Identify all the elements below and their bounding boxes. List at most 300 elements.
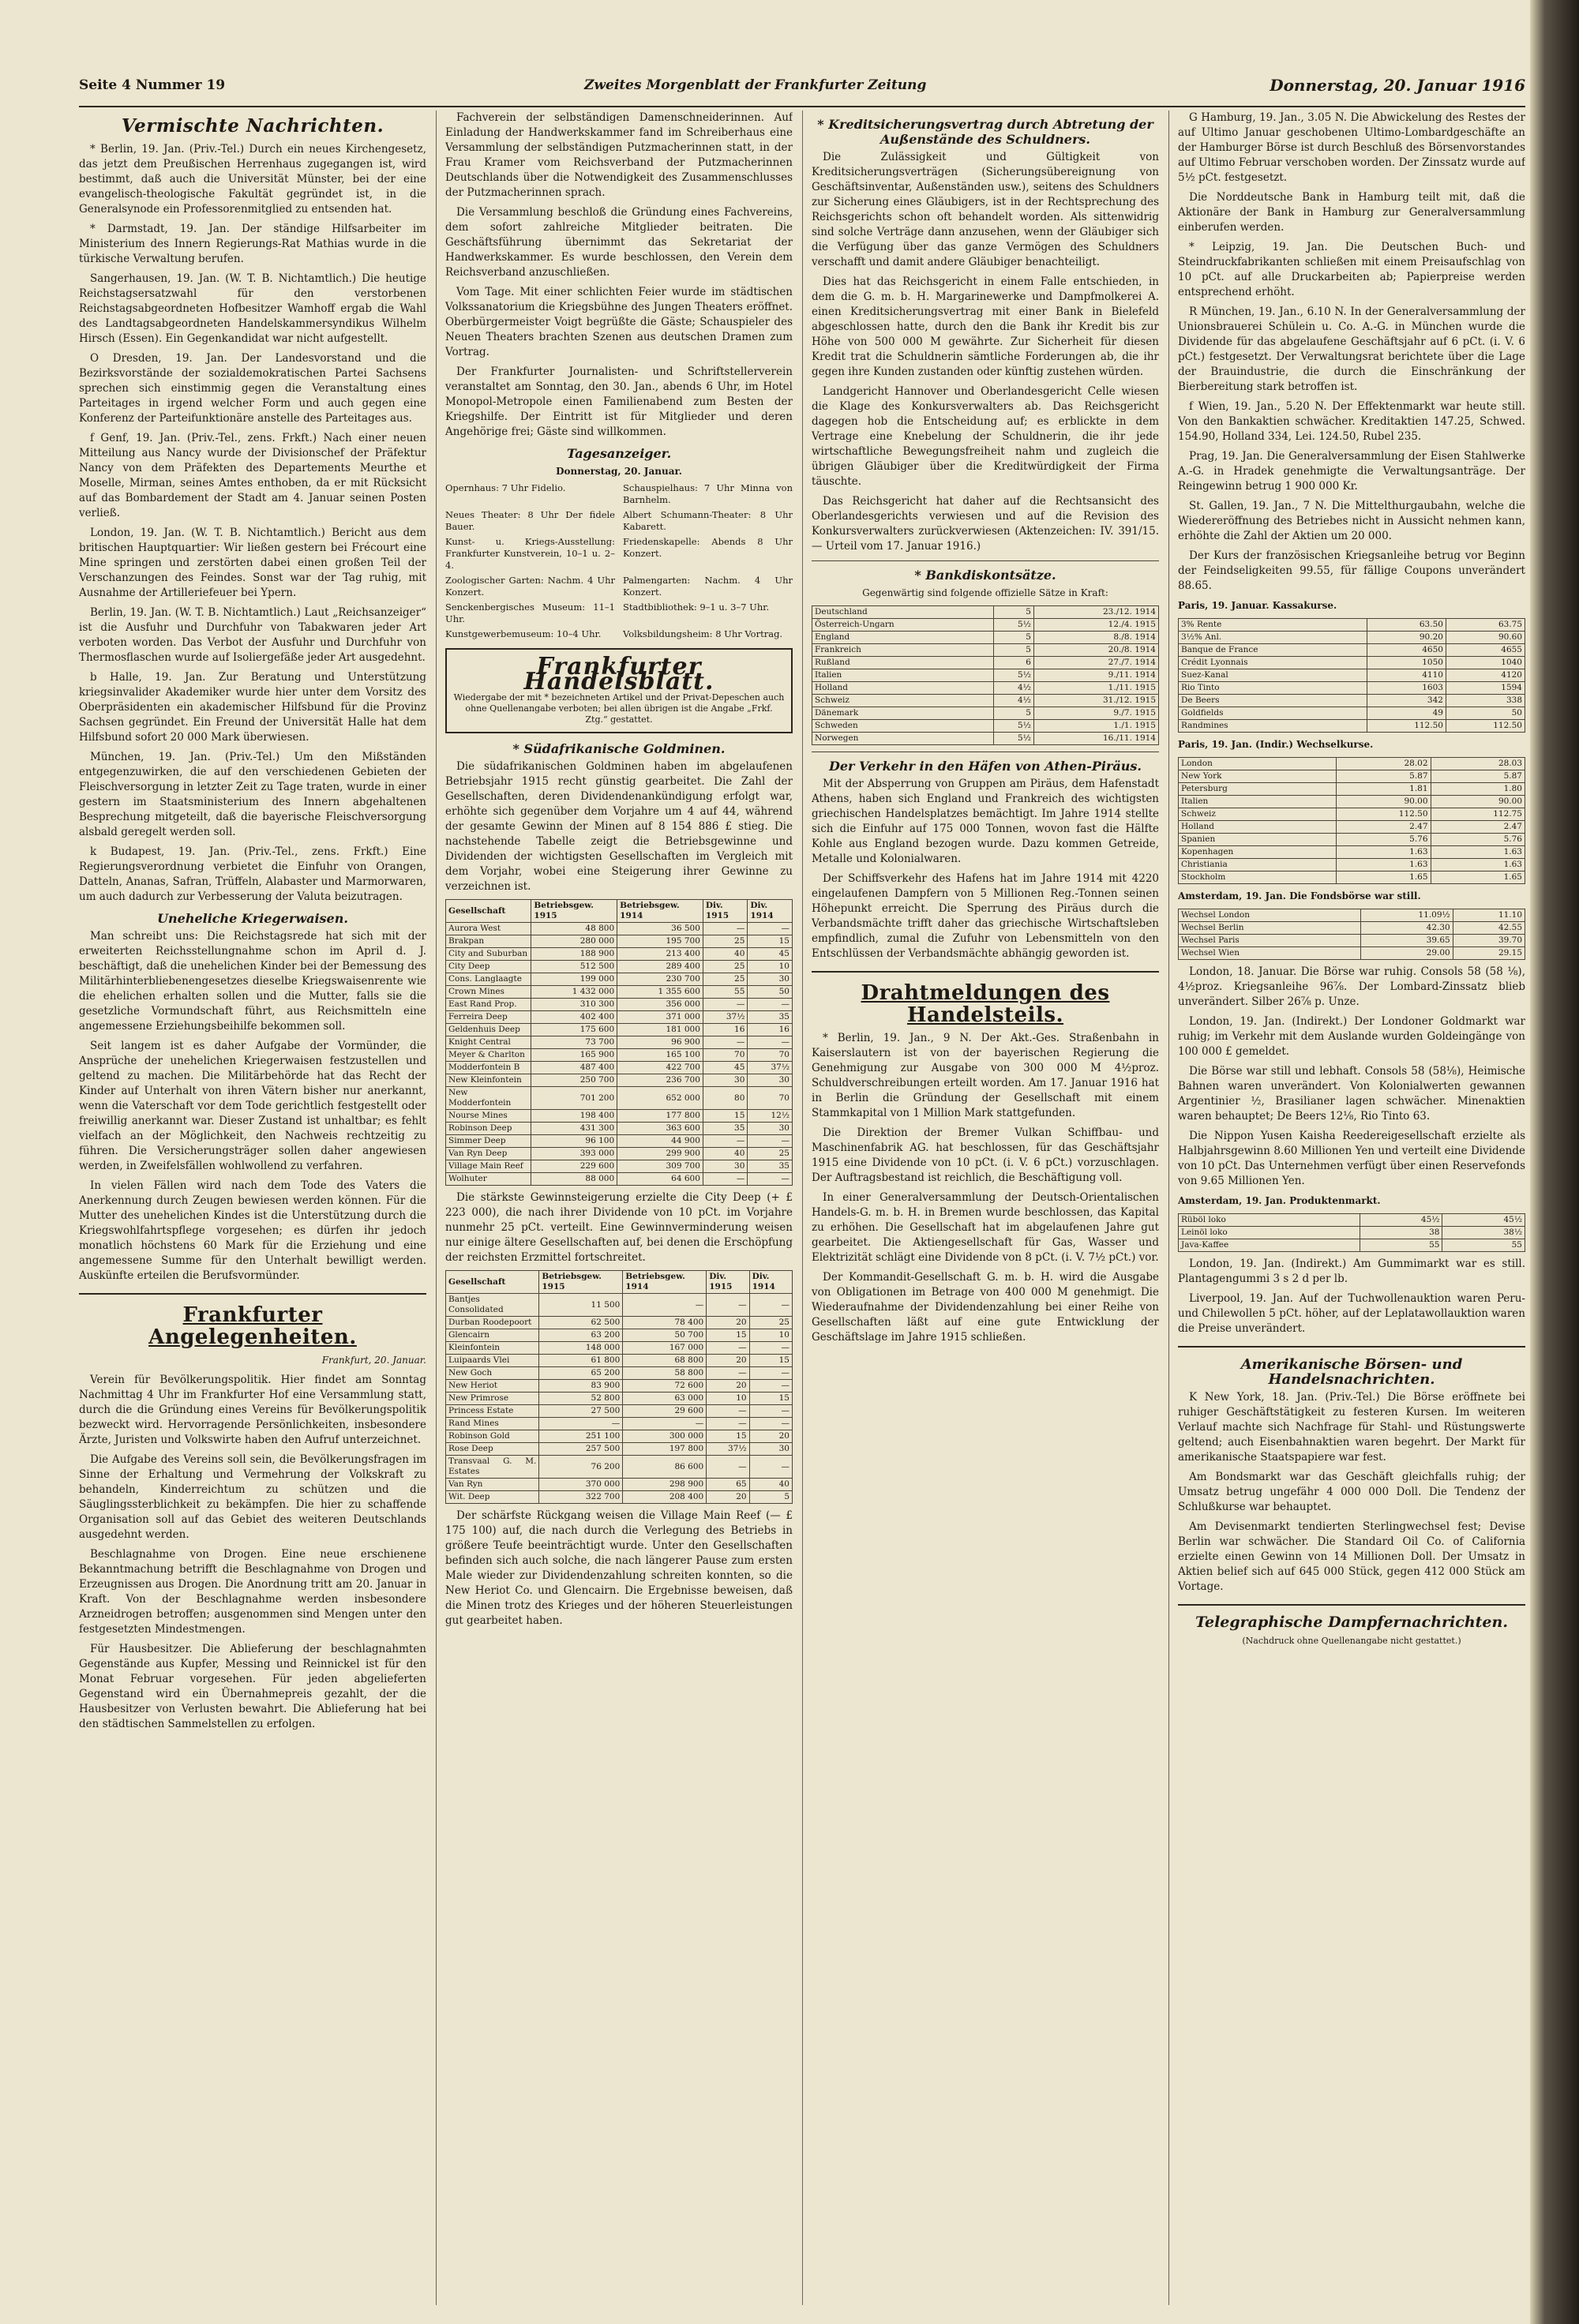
- table-cell: 25: [703, 973, 748, 986]
- article-paragraph: Das Reichsgericht hat daher auf die Rechtsansicht des Oberlandesgerichts verwiesen und auf die Revision des Konkursverwalters zurückverwiesen (Aktenzeichen: IV. 391/15. — Urteil vom 17. Januar 1916.): [812, 495, 1159, 553]
- table-cell: 5.76: [1337, 834, 1431, 846]
- table-cell: 229 600: [531, 1160, 617, 1173]
- article-paragraph: Für Hausbesitzer. Die Ablieferung der beschlagnahmten Gegenstände aus Kupfer, Messing und Reinnickel ist für den Monat Februar vorgesehen. Für jeden abgelieferten Gegenstand wird ein Übernahmepreis gezahlt, der die Hausbesitzer von Verlusten bewahrt. Die Ablieferung hat bei den städtischen Sammelstellen zu erfolgen.: [79, 1643, 426, 1730]
- table-cell: 2.47: [1337, 821, 1431, 834]
- table-cell: England: [812, 632, 994, 644]
- table-cell: 9./11. 1914: [1033, 669, 1158, 682]
- table-cell: 50: [748, 986, 793, 999]
- table-header-row: [446, 1271, 793, 1294]
- table-cell: —: [749, 1418, 792, 1430]
- article-paragraph: Die Börse war still und lebhaft. Consols 58 (58⅛), Heimische Bahnen waren unverändert. Von Kolonialwerten gewannen Argentinier ½, Brasilianer lagen schwächer. Minenaktien waren behauptet; De Beers 12⅛, Rio Tinto 63.: [1178, 1065, 1525, 1123]
- table-cell: Leinöl loko: [1179, 1227, 1360, 1239]
- table-cell: Rand Mines: [446, 1418, 539, 1430]
- table-cell: 80: [703, 1087, 748, 1110]
- table-row: [1179, 758, 1525, 770]
- table-cell: 3½% Anl.: [1179, 632, 1367, 644]
- article-paragraph: Die Direktion der Bremer Vulkan Schiffbau- und Maschinenfabrik AG. hat beschlossen, für das Geschäftsjahr 1915 eine Dividende von 10 pCt. (i. V. 6 pCt.) vorzuschlagen. Der Auftragsbestand ist reichlich, die Beschäftigung voll.: [812, 1126, 1159, 1184]
- article-paragraph: London, 19. Jan. (W. T. B. Nichtamtlich.) Bericht aus dem britischen Hauptquartier: Wir ließen gestern bei Frécourt eine Mine springen und zerstörten dabei einen großen Teil der Verschanzungen des Feindes. Sonst war der Tag ruhig, mit Ausnahme der Artilleriefeuer bei Ypern.: [79, 527, 426, 599]
- table-cell: —: [749, 1367, 792, 1380]
- table-row: [1179, 632, 1525, 644]
- table-cell: City and Suburban: [446, 948, 531, 961]
- agenda-item: Neues Theater: 8 Uhr Der fidele Bauer.: [445, 509, 615, 532]
- table-row: [1179, 644, 1525, 657]
- table-cell: 38½: [1442, 1227, 1525, 1239]
- table-cell: 86 600: [623, 1456, 707, 1479]
- table-cell: 1.63: [1337, 846, 1431, 859]
- table-cell: 1.63: [1337, 859, 1431, 872]
- table-cell: 5½: [993, 669, 1033, 682]
- article-paragraph: * Berlin, 19. Jan., 9 N. Der Akt.-Ges. Straßenbahn in Kaiserslautern ist von der bayerischen Regierung die Genehmigung zur Ausgabe von 300 000 M 4½proz. Schuldverschreibungen erteilt worden. Am 17. Januar 1916 hat in Berlin die Gründung der Gesellschaft mit einem Stammkapital von 1 Million Mark stattgefunden.: [812, 1032, 1159, 1119]
- table-cell: —: [539, 1418, 623, 1430]
- table-cell: —: [703, 1135, 748, 1148]
- table-cell: 370 000: [539, 1479, 623, 1491]
- table-header-cell: Div. 1914: [749, 1271, 792, 1294]
- table-cell: 5: [993, 632, 1033, 644]
- table-row: [1179, 695, 1525, 707]
- section-divider: [812, 560, 1159, 561]
- table-header-cell: Div. 1915: [707, 1271, 749, 1294]
- agenda-item: Friedenskapelle: Abends 8 Uhr Konzert.: [623, 536, 793, 559]
- table-row: [1179, 922, 1525, 935]
- table-row: [446, 1123, 793, 1135]
- table-cell: 25: [748, 1148, 793, 1160]
- table-cell: 40: [703, 948, 748, 961]
- table-cell: 1 432 000: [531, 986, 617, 999]
- table-cell: 37½: [703, 1011, 748, 1024]
- table-cell: 165 900: [531, 1049, 617, 1062]
- table-cell: 37½: [748, 1062, 793, 1074]
- table-cell: 11 500: [539, 1294, 623, 1317]
- article-paragraph: London, 18. Januar. Die Börse war ruhig. Consols 58 (58 ⅛), 4½proz. Kriegsanleihe 96⅞. Der Lombard-Zinssatz blieb unverändert. Silber 26⅞ p. Unze.: [1178, 965, 1525, 1008]
- table-cell: Deutschland: [812, 606, 994, 619]
- table-cell: 10: [748, 961, 793, 973]
- table-cell: 55: [1442, 1239, 1525, 1252]
- table-cell: 701 200: [531, 1087, 617, 1110]
- diskont-subtitle: Gegenwärtig sind folgende offizielle Sätze in Kraft:: [862, 587, 1108, 598]
- article-paragraph: Dies hat das Reichsgericht in einem Falle entschieden, in dem die G. m. b. H. Margarinewerke und Dampfmolkerei A. einen Kreditsicherungsvertrag mit einer Bank in Bielefeld abgeschlossen hatte, durch den die Bank ihr Kredit bis zur Höhe von 500 000 M gewährte. Zur Sicherheit für diesen Kredit trat die Schuldnerin sämtliche Forderungen ab, die ihr gegen ihre Kunden zustanden oder künftig zustehen würden.: [812, 276, 1159, 378]
- table-cell: 1050: [1367, 657, 1446, 669]
- paris-kassakurse-title: Paris, 19. Januar. Kassakurse.: [1178, 600, 1337, 611]
- table-cell: 20: [749, 1430, 792, 1443]
- table-cell: 35: [748, 1011, 793, 1024]
- table-cell: 45: [703, 1062, 748, 1074]
- table-cell: 4655: [1446, 644, 1525, 657]
- table-cell: Christiania: [1179, 859, 1337, 872]
- table-cell: 195 700: [617, 935, 703, 948]
- table-cell: Simmer Deep: [446, 1135, 531, 1148]
- table-cell: Brakpan: [446, 935, 531, 948]
- table-cell: Wechsel London: [1179, 909, 1361, 922]
- table-cell: Glencairn: [446, 1329, 539, 1342]
- goldminen-table-2: [445, 1270, 793, 1504]
- table-cell: 5.87: [1337, 770, 1431, 783]
- table-cell: 10: [749, 1329, 792, 1342]
- table-cell: 177 800: [617, 1110, 703, 1123]
- section-divider: [1178, 1604, 1525, 1606]
- table-cell: Aurora West: [446, 923, 531, 935]
- table-cell: 83 900: [539, 1380, 623, 1393]
- table-cell: Princess Estate: [446, 1405, 539, 1418]
- table-cell: 23./12. 1914: [1033, 606, 1158, 619]
- table-cell: 165 100: [617, 1049, 703, 1062]
- table-cell: —: [749, 1456, 792, 1479]
- table-cell: 49: [1367, 707, 1446, 720]
- table-cell: Kopenhagen: [1179, 846, 1337, 859]
- table-cell: —: [748, 923, 793, 935]
- table-row: [812, 733, 1159, 745]
- column-rule: [436, 111, 437, 2305]
- table-cell: 309 700: [617, 1160, 703, 1173]
- table-cell: Luipaards Vlei: [446, 1355, 539, 1367]
- table-row: [446, 1135, 793, 1148]
- table-cell: 16./11. 1914: [1033, 733, 1158, 745]
- table-cell: 310 300: [531, 999, 617, 1011]
- table-cell: —: [703, 999, 748, 1011]
- table-cell: 1 355 600: [617, 986, 703, 999]
- table-cell: 45½: [1360, 1214, 1442, 1227]
- table-cell: New Goch: [446, 1367, 539, 1380]
- table-cell: 208 400: [623, 1491, 707, 1504]
- table-cell: 4120: [1446, 669, 1525, 682]
- table-cell: Spanien: [1179, 834, 1337, 846]
- table-row: [812, 644, 1159, 657]
- table-cell: 27 500: [539, 1405, 623, 1418]
- table-cell: Stockholm: [1179, 872, 1337, 884]
- table-cell: 39.70: [1453, 935, 1525, 947]
- table-cell: Wechsel Paris: [1179, 935, 1361, 947]
- issue-date: Donnerstag, 20. Januar 1916: [1270, 76, 1525, 95]
- table-cell: Italien: [812, 669, 994, 682]
- table-row: [446, 1110, 793, 1123]
- article-paragraph: Die Aufgabe des Vereins soll sein, die Bevölkerungsfragen im Sinne der Erhaltung und Vermehrung der Volkskraft zu behandeln, Kinderreichtum zu schützen und die Säuglingssterblichkeit zu bekämpfen. Die hier zu schaffende Organisation soll auf das Gebiet des weiteren Deutschlands ausgedehnt werden.: [79, 1453, 426, 1541]
- column-rule: [1168, 111, 1169, 2305]
- table-cell: 213 400: [617, 948, 703, 961]
- table-cell: Wolhuter: [446, 1173, 531, 1186]
- table-cell: 299 900: [617, 1148, 703, 1160]
- article-paragraph: f Wien, 19. Jan., 5.20 N. Der Effektenmarkt war heute still. Von den Bankaktien schwächer. Kreditaktien 147.25, Schwed. 154.90, Holland 334, Lei. 124.50, Rubel 235.: [1178, 400, 1525, 443]
- table-row: [812, 657, 1159, 669]
- article-paragraph: Der schärfste Rückgang weisen die Village Main Reef (— £ 175 100) auf, die nach durch die Verlegung des Betriebs in größere Teufe beeinträchtigt wurde. Unter den Gesellschaften befinden sich auch solche, die nach längerer Pause zum ersten Male wieder zur Dividendenzahlung schreiten konnten, so die New Heriot Co. und Glencairn. Die Ergebnisse beweisen, daß die Minen trotz des Krieges und der höheren Steuerleistungen gut gearbeitet haben.: [445, 1509, 793, 1627]
- table-row: [1179, 859, 1525, 872]
- table-row: [446, 948, 793, 961]
- section-divider: [1178, 1346, 1525, 1348]
- table-cell: 68 800: [623, 1355, 707, 1367]
- table-cell: —: [749, 1294, 792, 1317]
- agenda-item: Kunst- u. Kriegs-Ausstellung: Frankfurter Kunstverein, 10–1 u. 2–4.: [445, 536, 615, 571]
- table-row: [446, 1418, 793, 1430]
- article-paragraph: Man schreibt uns: Die Reichstagsrede hat sich mit der erweiterten Reichsstellungnahme schon im April d. J. beschäftigt, daß die unehelichen Kinder bei der Bemessung des Militärhinterbliebenengesetzes dieselbe Kriegswaisenrente wie die ehelichen erhalten sollen und die Mutter, falls sie die gesetzliche Vormundschaft führt, aus Reichsmitteln eine angemessene Erziehungsbeihilfe bekommen soll.: [79, 930, 426, 1033]
- table-row: [1179, 1239, 1525, 1252]
- section-title-vermischte: Vermischte Nachrichten.: [121, 115, 384, 137]
- table-cell: 62 500: [539, 1317, 623, 1329]
- table-header-cell: Div. 1915: [703, 900, 748, 923]
- table-cell: 63.50: [1367, 619, 1446, 632]
- table-cell: Banque de France: [1179, 644, 1367, 657]
- table-cell: Dänemark: [812, 707, 994, 720]
- column-4: [1178, 111, 1525, 2305]
- table-row: [446, 973, 793, 986]
- table-cell: —: [748, 999, 793, 1011]
- table-cell: 4650: [1367, 644, 1446, 657]
- table-cell: 338: [1446, 695, 1525, 707]
- table-cell: 15: [749, 1355, 792, 1367]
- table-cell: Frankreich: [812, 644, 994, 657]
- table-cell: 1594: [1446, 682, 1525, 695]
- table-cell: 73 700: [531, 1036, 617, 1049]
- table-row: [1179, 707, 1525, 720]
- article-paragraph: Am Devisenmarkt tendierten Sterlingwechsel fest; Devise Berlin war schwächer. Die Standard Oil Co. of California erzielte einen Gewinn von 14 Millionen Doll. Der Umsatz in Aktien belief sich auf 645 000 Stück, gegen 412 000 Stück am Vortage.: [1178, 1520, 1525, 1593]
- table-cell: —: [703, 1173, 748, 1186]
- table-row: [446, 923, 793, 935]
- table-cell: 257 500: [539, 1443, 623, 1456]
- table-row: [812, 606, 1159, 619]
- table-cell: 70: [703, 1049, 748, 1062]
- table-cell: 96 900: [617, 1036, 703, 1049]
- table-cell: Norwegen: [812, 733, 994, 745]
- table-cell: Italien: [1179, 796, 1337, 808]
- article-paragraph: Beschlagnahme von Drogen. Eine neue erschienene Bekanntmachung betrifft die Beschlagnahme von Drogen und Erzeugnissen aus Drogen. Die Anordnung tritt am 20. Januar in Kraft. Von der Beschlagnahme werden insbesondere Arzneidrogen betroffen; ausgenommen sind Mengen unter den festgesetzten Mindestmengen.: [79, 1548, 426, 1636]
- table-cell: Java-Kaffee: [1179, 1239, 1360, 1252]
- table-cell: 342: [1367, 695, 1446, 707]
- table-cell: 167 000: [623, 1342, 707, 1355]
- table-cell: Van Ryn: [446, 1479, 539, 1491]
- table-cell: Holland: [812, 682, 994, 695]
- dampfer-notice: (Nachdruck ohne Quellenangabe nicht gestattet.): [1242, 1636, 1461, 1646]
- agenda-item: Senckenbergisches Museum: 11–1 Uhr.: [445, 602, 615, 624]
- article-title-diskont: * Bankdiskontsätze.: [914, 568, 1056, 583]
- table-cell: 10: [707, 1393, 749, 1405]
- article-paragraph: Mit der Absperrung von Gruppen am Piräus, dem Hafenstadt Athens, haben sich England und Frankreich des wichtigsten griechischen Handelsplatzes bemächtigt. Im Jahre 1914 stellte sich die Einfuhr auf 175 000 Tonnen, wovon fast die Hälfte Kohle aus England bezogen wurde. Dazu kommen Getreide, Metalle und Kolonialwaren.: [812, 778, 1159, 865]
- table-row: [1179, 669, 1525, 682]
- agenda-item: Albert Schumann-Theater: 8 Uhr Kabarett.: [623, 509, 793, 532]
- table-cell: 90.00: [1337, 796, 1431, 808]
- table-cell: 1.65: [1431, 872, 1525, 884]
- table-cell: Rio Tinto: [1179, 682, 1367, 695]
- diskont-table: [812, 605, 1159, 745]
- table-cell: 236 700: [617, 1074, 703, 1087]
- table-header-row: [446, 900, 793, 923]
- table-cell: 45: [748, 948, 793, 961]
- table-row: [446, 1148, 793, 1160]
- table-row: [446, 935, 793, 948]
- table-cell: —: [707, 1294, 749, 1317]
- table-header-cell: Div. 1914: [748, 900, 793, 923]
- article-paragraph: K New York, 18. Jan. (Priv.-Tel.) Die Börse eröffnete bei ruhiger Geschäftstätigkeit zu festeren Kursen. Im weiteren Verlauf machte sich Nachfrage für Stahl- und Rüstungswerte geltend; auch Eisenbahnaktien waren begehrt. Der Markt für amerikanische Staatspapiere war fest.: [1178, 1391, 1525, 1464]
- table-cell: 1./11. 1915: [1033, 682, 1158, 695]
- table-cell: —: [749, 1342, 792, 1355]
- article-paragraph: Prag, 19. Jan. Die Generalversammlung der Eisen Stahlwerke A.-G. in Hradek genehmigte die Verwaltungsanträge. Der Reingewinn betrug 1 900 000 Kr.: [1178, 450, 1525, 493]
- table-cell: 12½: [748, 1110, 793, 1123]
- table-cell: New Kleinfontein: [446, 1074, 531, 1087]
- table-cell: 393 000: [531, 1148, 617, 1160]
- dateline: Frankfurt, 20. Januar.: [321, 1355, 426, 1366]
- table-cell: 250 700: [531, 1074, 617, 1087]
- table-cell: 5: [749, 1491, 792, 1504]
- table-row: [446, 1011, 793, 1024]
- section-divider: [812, 971, 1159, 973]
- table-row: [1179, 808, 1525, 821]
- handelsblatt-title: Frankfurter Handelsblatt.: [523, 653, 714, 695]
- agenda-date: Donnerstag, 20. Januar.: [556, 466, 682, 477]
- table-cell: 1.80: [1431, 783, 1525, 796]
- table-cell: 5: [993, 707, 1033, 720]
- table-cell: 15: [749, 1393, 792, 1405]
- article-paragraph: k Budapest, 19. Jan. (Priv.-Tel., zens. Frkft.) Eine Regierungsverordnung verbietet die Einfuhr von Orangen, Datteln, Ananas, Safran, Trüffeln, Alabaster und Marmorwaren, um auch dadurch zur Verbesserung der Valuta beizutragen.: [79, 845, 426, 903]
- table-cell: 63 000: [623, 1393, 707, 1405]
- table-cell: De Beers: [1179, 695, 1367, 707]
- table-cell: Kleinfontein: [446, 1342, 539, 1355]
- table-cell: 45½: [1442, 1214, 1525, 1227]
- table-cell: 5½: [993, 733, 1033, 745]
- table-cell: 37½: [707, 1443, 749, 1456]
- table-cell: —: [707, 1342, 749, 1355]
- table-cell: Knight Central: [446, 1036, 531, 1049]
- table-row: [446, 1491, 793, 1504]
- table-cell: 28.03: [1431, 758, 1525, 770]
- table-cell: 1603: [1367, 682, 1446, 695]
- table-cell: 198 400: [531, 1110, 617, 1123]
- table-row: [812, 632, 1159, 644]
- table-cell: 25: [703, 961, 748, 973]
- table-cell: Transvaal G. M. Estates: [446, 1456, 539, 1479]
- table-cell: 652 000: [617, 1087, 703, 1110]
- article-paragraph: Die Norddeutsche Bank in Hamburg teilt mit, daß die Aktionäre der Bank in Hamburg zur Generalversammlung einberufen werden.: [1178, 191, 1525, 234]
- table-cell: Wechsel Wien: [1179, 947, 1361, 960]
- table-cell: Suez-Kanal: [1179, 669, 1367, 682]
- goldminen-table-1: [445, 899, 793, 1186]
- section-title-drahtmeldungen: Drahtmeldungen des Handelsteils.: [861, 981, 1110, 1027]
- article-paragraph: Berlin, 19. Jan. (W. T. B. Nichtamtlich.) Laut „Reichsanzeiger“ ist die Ausfuhr und Durchfuhr von Tabakwaren jeder Art verboten worden. Das Verbot der Ausfuhr und Durchfuhr von Thermosflaschen wurde auf Isoliergefäße jeder Art ausgedehnt.: [79, 606, 426, 664]
- column-1: [79, 111, 426, 2305]
- amsterdam-table: [1178, 909, 1525, 960]
- table-row: [1179, 783, 1525, 796]
- table-header-cell: Gesellschaft: [446, 1271, 539, 1294]
- table-cell: 15: [703, 1110, 748, 1123]
- article-paragraph: Seit langem ist es daher Aufgabe der Vormünder, die Ansprüche der unehelichen Kriegerwaisen festzustellen und geltend zu machen. Die Militärbehörde hat das Recht der Kinder auf Unterhalt von ihren Vätern bisher nur anerkannt, wenn die Vaterschaft vor dem Tode gerichtlich festgestellt oder freiwillig anerkannt war. Dieser Zustand ist unhaltbar; es fehlt vielfach an der Möglichkeit, den Nachweis rechtzeitig zu führen. Die Versicherungsträger sollen daher angewiesen werden, in Zweifelsfällen wohlwollend zu verfahren.: [79, 1040, 426, 1172]
- table-cell: 70: [748, 1087, 793, 1110]
- table-cell: 5.87: [1431, 770, 1525, 783]
- table-cell: 1040: [1446, 657, 1525, 669]
- table-cell: 20./8. 1914: [1033, 644, 1158, 657]
- table-cell: 181 000: [617, 1024, 703, 1036]
- table-cell: 25: [703, 935, 748, 948]
- article-title-goldminen: * Südafrikanische Goldminen.: [512, 741, 726, 756]
- table-cell: —: [703, 923, 748, 935]
- table-cell: Durban Roodepoort: [446, 1317, 539, 1329]
- table-cell: 30: [748, 1074, 793, 1087]
- table-cell: 31./12. 1915: [1033, 695, 1158, 707]
- article-paragraph: * Leipzig, 19. Jan. Die Deutschen Buch- und Steindruckfabrikanten schließen mit einem Preisaufschlag von 10 pCt. auf alle Druckarbeiten ab; Papierpreise werden entsprechend erhöht.: [1178, 241, 1525, 298]
- table-cell: Meyer & Charlton: [446, 1049, 531, 1062]
- table-cell: 39.65: [1361, 935, 1453, 947]
- column-3: [812, 111, 1159, 2305]
- table-row: [446, 1049, 793, 1062]
- table-cell: 15: [707, 1329, 749, 1342]
- table-row: [1179, 909, 1525, 922]
- table-row: [812, 669, 1159, 682]
- table-row: [446, 1317, 793, 1329]
- table-cell: 112.50: [1337, 808, 1431, 821]
- table-cell: Robinson Deep: [446, 1123, 531, 1135]
- article-paragraph: Der Schiffsverkehr des Hafens hat im Jahre 1914 mit 4220 eingelaufenen Dampfern von 5 Millionen Reg.-Tonnen seinen Höhepunkt erreicht. Die Sperrung des Piräus durch die Verbandsmächte trifft daher das griechische Wirtschaftsleben empfindlich, zumal die Zufuhr von Lebensmitteln von den Entschlüssen der Verbandsmächte abhängig geworden ist.: [812, 872, 1159, 960]
- table-cell: 52 800: [539, 1393, 623, 1405]
- table-cell: 3% Rente: [1179, 619, 1367, 632]
- table-cell: 175 600: [531, 1024, 617, 1036]
- table-header-cell: Betriebsgew. 1914: [623, 1271, 707, 1294]
- table-cell: 5½: [993, 619, 1033, 632]
- table-cell: 35: [748, 1160, 793, 1173]
- table-cell: 65 200: [539, 1367, 623, 1380]
- table-cell: 20: [707, 1380, 749, 1393]
- table-cell: Schweden: [812, 720, 994, 733]
- table-row: [446, 1430, 793, 1443]
- table-cell: 61 800: [539, 1355, 623, 1367]
- table-cell: 298 900: [623, 1479, 707, 1491]
- agenda-item: Volksbildungsheim: 8 Uhr Vortrag.: [623, 628, 783, 639]
- table-row: [1179, 657, 1525, 669]
- table-cell: New Heriot: [446, 1380, 539, 1393]
- article-paragraph: R München, 19. Jan., 6.10 N. In der Generalversammlung der Unionsbrauerei Schülein u. Co. A.-G. in München wurde die Dividende für das abgelaufene Geschäftsjahr auf 6 pCt. (i. V. 6 pCt.) festgesetzt. Der Verwaltungsrat berichtete über die Lage der Brauindustrie, die durch die Einschränkung der Bierbereitung stark betroffen ist.: [1178, 305, 1525, 393]
- table-row: [446, 986, 793, 999]
- table-cell: 112.50: [1446, 720, 1525, 733]
- table-cell: 197 800: [623, 1443, 707, 1456]
- table-cell: 55: [1360, 1239, 1442, 1252]
- table-cell: 29 600: [623, 1405, 707, 1418]
- table-cell: 289 400: [617, 961, 703, 973]
- article-paragraph: G Hamburg, 19. Jan., 3.05 N. Die Abwickelung des Restes der auf Ultimo Januar geschobenen Ultimo-Lombardgeschäfte an der Hamburger Börse ist durch Beschluß des Börsenvorstandes auf Ultimo Februar verschoben worden. Der Zinssatz wurde auf 5½ pCt. festgesetzt.: [1178, 111, 1525, 184]
- table-cell: 55: [703, 986, 748, 999]
- article-paragraph: Liverpool, 19. Jan. Auf der Tuchwollenauktion waren Peru- und Chilewollen 5 pCt. höher, auf der Leplatawollauktion waren die Preise unverändert.: [1178, 1292, 1525, 1335]
- table-cell: 5: [993, 644, 1033, 657]
- article-paragraph: Der Kurs der französischen Kriegsanleihe betrug vor Beginn der Feindseligkeiten 99.55, für fällige Coupons unverändert 88.65.: [1178, 549, 1525, 592]
- table-cell: 4½: [993, 695, 1033, 707]
- table-cell: 30: [703, 1074, 748, 1087]
- article-paragraph: In einer Generalversammlung der Deutsch-Orientalischen Handels-G. m. b. H. in Bremen wurde beschlossen, das Kapital zu erhöhen. Die Gesellschaft hat im abgelaufenen Jahre gut gearbeitet. Die Aktiengesellschaft für Gas, Wasser und Elektrizität schlägt eine Dividende von 8 pCt. (i. V. 7½ pCt.) vor.: [812, 1191, 1159, 1264]
- table-cell: 40: [749, 1479, 792, 1491]
- table-row: [446, 961, 793, 973]
- article-paragraph: Die Nippon Yusen Kaisha Reedereigesellschaft erzielte als Halbjahrsgewinn 8.60 Millionen Yen und verteilt eine Dividende von 10 pCt. Das Unternehmen verfügt über einen Reservefonds von 9.65 Millionen Yen.: [1178, 1130, 1525, 1187]
- table-row: [1179, 872, 1525, 884]
- page-number: Seite 4 Nummer 19: [79, 77, 226, 93]
- table-cell: Petersburg: [1179, 783, 1337, 796]
- table-cell: —: [749, 1405, 792, 1418]
- agenda-item: Stadtbibliothek: 9–1 u. 3–7 Uhr.: [623, 602, 770, 613]
- table-cell: 30: [748, 1123, 793, 1135]
- paris-wechsel-title: Paris, 19. Jan. (Indir.) Wechselkurse.: [1178, 739, 1374, 750]
- table-cell: 15: [748, 935, 793, 948]
- article-paragraph: Die südafrikanischen Goldminen haben im abgelaufenen Betriebsjahr 1915 recht günstig gearbeitet. Die Zahl der Gesellschaften, deren Dividendenankündigung erfolgt war, erhöhte sich gegenüber dem Vorjahre um 4 auf 44, während der gesamte Gewinn der Minen auf 8 154 886 £ stieg. Die nachstehende Tabelle zeigt die Betriebsgewinne und Dividenden der wichtigsten Gesellschaften im Vergleich mit dem Vorjahr, wobei eine Steigerung ihrer Gewinne zu verzeichnen ist.: [445, 760, 793, 893]
- table-cell: Randmines: [1179, 720, 1367, 733]
- table-cell: —: [748, 1036, 793, 1049]
- table-cell: 487 400: [531, 1062, 617, 1074]
- table-cell: —: [707, 1456, 749, 1479]
- table-cell: 300 000: [623, 1430, 707, 1443]
- table-cell: Wechsel Berlin: [1179, 922, 1361, 935]
- table-row: [1179, 846, 1525, 859]
- article-paragraph: In vielen Fällen wird nach dem Tode des Vaters die Anerkennung durch Zeugen bewiesen werden können. Für die Mutter des unehelichen Kindes ist die Unterstützung durch die Kriegswohlfahrtspflege vorgesehen; es dürfen ihr jedoch monatlich höchstens 60 Mark für die Erziehung und eine angemessene Summe für den Unterhalt bewilligt werden. Auskünfte erteilen die Berufsvormünder.: [79, 1179, 426, 1282]
- table-cell: New Primrose: [446, 1393, 539, 1405]
- table-cell: 11.09½: [1361, 909, 1453, 922]
- table-row: [446, 1036, 793, 1049]
- table-cell: 50: [1446, 707, 1525, 720]
- table-cell: 42.30: [1361, 922, 1453, 935]
- table-row: [1179, 720, 1525, 733]
- table-cell: London: [1179, 758, 1337, 770]
- table-cell: 230 700: [617, 973, 703, 986]
- table-cell: 112.50: [1367, 720, 1446, 733]
- table-cell: 5.76: [1431, 834, 1525, 846]
- table-cell: 36 500: [617, 923, 703, 935]
